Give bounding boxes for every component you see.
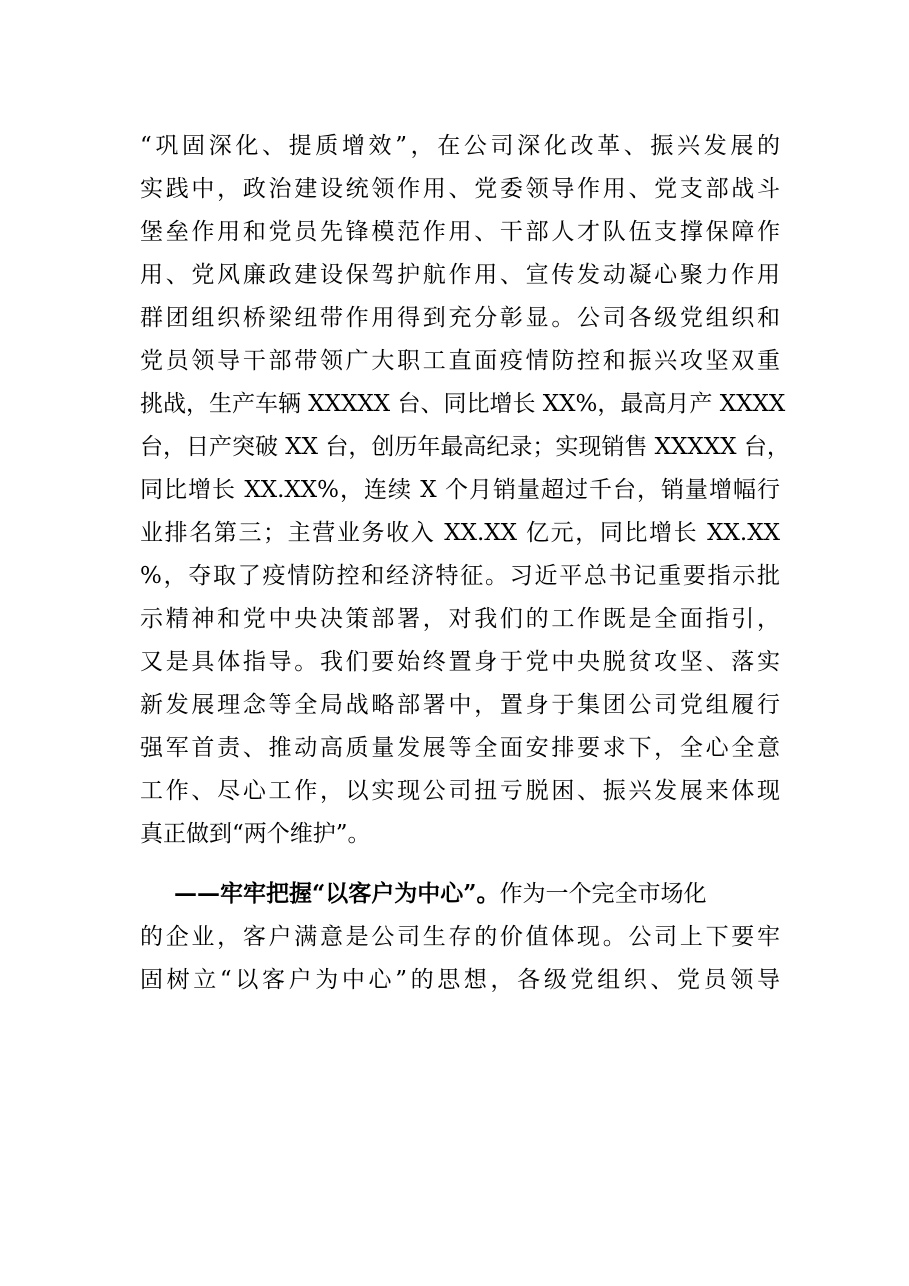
paragraph-1-line-12: 示精神和党中央决策部署，对我们的工作既是全面指引，: [140, 606, 780, 632]
paragraph-1-line-16: 工作、尽心工作，以实现公司扭亏脱困、振兴发展来体现: [140, 778, 780, 804]
paragraph-1-line-3: 堡垒作用和党员先锋模范作用、干部人才队伍支撑保障作: [140, 219, 780, 245]
paragraph-1-line-10: 业排名第三；主营业务收入 XX.XX 亿元，同比增长 XX.XX: [140, 520, 780, 546]
paragraph-1-line-13: 又是具体指导。我们要始终置身于党中央脱贫攻坚、落实: [140, 649, 780, 675]
paragraph-1-line-2: 实践中，政治建设统领作用、党委领导作用、党支部战斗: [140, 176, 780, 202]
paragraph-1-line-6: 党员领导干部带领广大职工直面疫情防控和振兴攻坚双重: [140, 348, 780, 374]
paragraph-1-line-7: 挑战，生产车辆 XXXXX 台、同比增长 XX%，最高月产 XXXX: [140, 391, 786, 417]
paragraph-1-line-17: 真正做到“两个维护”。: [140, 821, 371, 847]
paragraph-1-line-1: “巩固深化、提质增效”，在公司深化改革、振兴发展的: [140, 133, 780, 159]
paragraph-1-line-15: 强军首责、推动高质量发展等全面安排要求下，全心全意: [140, 735, 780, 761]
paragraph-2-first-line-text: 作为一个完全市场化: [499, 881, 707, 907]
paragraph-1-line-14: 新发展理念等全局战略部署中，置身于集团公司党组履行: [140, 692, 780, 718]
paragraph-1-line-8: 台，日产突破 XX 台，创历年最高纪录；实现销售 XXXXX 台，: [140, 434, 790, 460]
paragraph-2-line-2: 的企业，客户满意是公司生存的价值体现。公司上下要牢: [140, 924, 780, 950]
paragraph-2-first-line: [174, 876, 780, 912]
paragraph-2-line-3: 固树立“以客户为中心”的思想，各级党组织、党员领导: [140, 967, 780, 993]
paragraph-1-line-4: 用、党风廉政建设保驾护航作用、宣传发动凝心聚力作用: [140, 262, 780, 288]
paragraph-1-line-9: 同比增长 XX.XX%，连续 X 个月销量超过千台，销量增幅行: [140, 477, 780, 503]
paragraph-1-line-5: 群团组织桥梁纽带作用得到充分彰显。公司各级党组织和: [140, 305, 780, 331]
paragraph-1-line-11: %，夺取了疫情防控和经济特征。习近平总书记重要指示批: [140, 563, 780, 589]
section-heading: ——牢牢把握“以客户为中心”。: [174, 880, 500, 907]
